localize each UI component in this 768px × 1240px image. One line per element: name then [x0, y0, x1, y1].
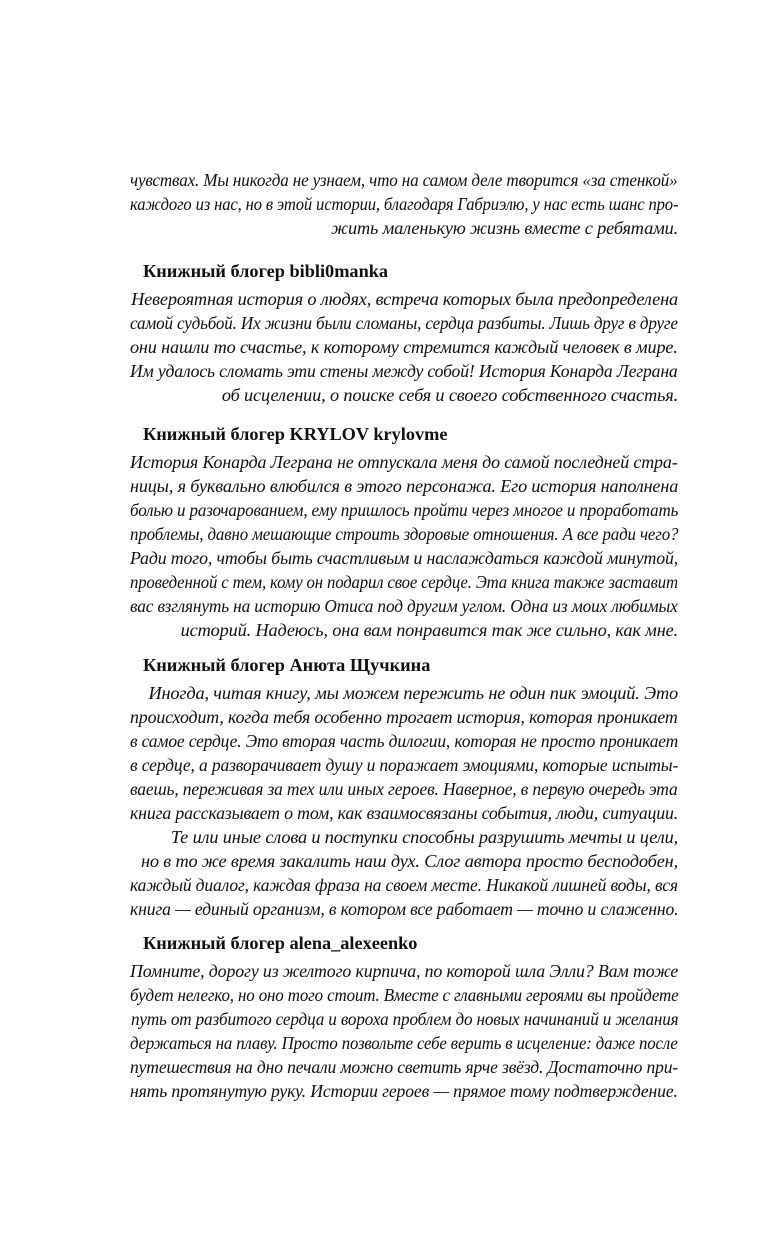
review-line: Те или иные слова и поступки способны разрушить мечты и цели,: [170, 827, 678, 847]
review-heading: Книжный блогер alena_alexeenko: [143, 933, 418, 953]
review-line: ницы, я буквально влюбился в этого персонажа. Его история наполнена: [129, 476, 678, 496]
review-line: историй. Надеюсь, она вам понравится так же сильно, как мне.: [180, 620, 678, 640]
review-heading: Книжный блогер KRYLOV krylovme: [143, 424, 448, 444]
intro-line: чувствах. Мы никогда не узнаем, что на самом деле творится «за стенкой»: [130, 170, 678, 190]
intro-line: жить маленькую жизнь вместе с ребятами.: [331, 218, 678, 238]
review-line: Им удалось сломать эти стены между собой! История Конарда Леграна: [130, 361, 678, 381]
review-line: болью и разочарованием, ему пришлось пройти через многое и проработать: [129, 500, 678, 520]
review-line: История Конарда Леграна не отпускала меня до самой последней стра-: [130, 452, 678, 472]
review-line: вас взглянуть на историю Отиса под другим углом. Одна из моих любимых: [130, 596, 678, 616]
review-line: книга — единый организм, в котором все работает — точно и слаженно.: [129, 899, 678, 919]
review-line: проблемы, давно мешающие строить здоровые отношения. А все ради чего?: [129, 524, 678, 544]
review-line: Помните, дорогу из желтого кирпича, по которой шла Элли? Вам тоже: [129, 961, 678, 981]
review-line: книга рассказывает о том, как взаимосвязаны события, люди, ситуации.: [129, 803, 678, 823]
review-line: держаться на плаву. Просто позвольте себе верить в исцеление: даже после: [130, 1033, 678, 1053]
review-line: в самое сердце. Это вторая часть дилогии, которая не просто проникает: [129, 731, 678, 751]
review-line: но в то же время закалить наш дух. Слог автора просто бесподобен,: [140, 851, 678, 871]
review-heading: Книжный блогер bibli0manka: [143, 261, 389, 281]
review-line: будет нелегко, но оно того стоит. Вместе с главными героями вы пройдете: [129, 985, 678, 1005]
review-line: путь от разбитого сердца и вороха проблем до новых начинаний и желания: [130, 1009, 678, 1029]
review-line: об исцелении, о поиске себя и своего собственного счастья.: [221, 385, 678, 405]
review-line: Ради того, чтобы быть счастливым и наслаждаться каждой минутой,: [129, 548, 678, 568]
review-line: Невероятная история о людях, встреча которых была предопределена: [131, 289, 678, 309]
review-line: самой судьбой. Их жизни были сломаны, сердца разбиты. Лишь друг в друге: [130, 313, 678, 333]
review-line: путешествия на дно печали можно светить ярче звёзд. Достаточно при-: [129, 1057, 678, 1077]
review-line: происходит, когда тебя особенно трогает история, которая проникает: [130, 707, 678, 727]
review-heading: Книжный блогер Анюта Щучкина: [143, 655, 431, 675]
review-line: Иногда, читая книгу, мы можем пережить не один пик эмоций. Это: [148, 683, 678, 703]
review-line: ваешь, переживая за тех или иных героев. Наверное, в первую очередь эта: [130, 779, 678, 799]
review-line: они нашли то счастье, к которому стремится каждый человек в мире.: [130, 337, 678, 357]
review-line: нять протянутую руку. Истории героев — прямое тому подтверждение.: [130, 1081, 678, 1101]
review-line: в сердце, а разворачивает душу и поражает эмоциями, которые испыты-: [129, 755, 678, 775]
review-line: каждый диалог, каждая фраза на своем месте. Никакой лишней воды, вся: [130, 875, 678, 895]
intro-line: каждого из нас, но в этой истории, благодаря Габриэлю, у нас есть шанс про-: [129, 194, 678, 214]
review-line: проведенной с тем, кому он подарил свое сердце. Эта книга также заставит: [130, 572, 678, 592]
